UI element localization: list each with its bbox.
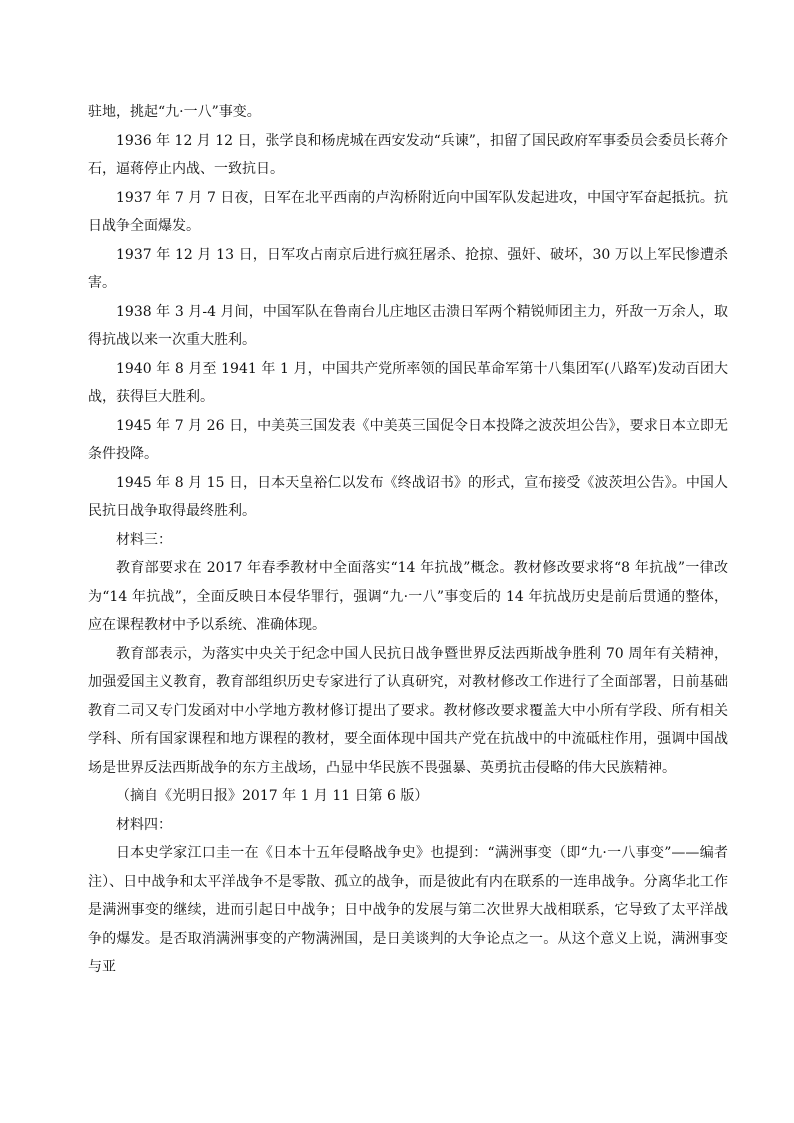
- paragraph-lugou-bridge: 1937 年 7 月 7 日夜，日军在北平西南的卢沟桥附近向中国军队发起进攻，中国守军奋起抵抗。抗日战争全面爆发。: [88, 189, 728, 234]
- paragraph-material-3-a: 教育部要求在 2017 年春季教材中全面落实“14 年抗战”概念。教材修改要求将“8 年抗战”一律改为“14 年抗战”，全面反映日本侵华罪行，强调“九·一八”事变后的 14 年抗战历史是前后贯通的整体，应在课程教材中予以系统、准确体现。: [88, 560, 728, 633]
- paragraph-taierzhuang: 1938 年 3 月-4 月间，中国军队在鲁南台儿庄地区击溃日军两个精锐师团主力，歼敌一万余人，取得抗战以来一次重大胜利。: [88, 303, 728, 348]
- source-citation: （摘自《光明日报》2017 年 1 月 11 日第 6 版）: [116, 788, 429, 804]
- paragraph-xian-incident: 1936 年 12 月 12 日，张学良和杨虎城在西安发动“兵谏”，扣留了国民政府军事委员会委员长蒋介石，逼蒋停止内战、一致抗日。: [88, 132, 728, 177]
- paragraph-potsdam: 1945 年 7 月 26 日，中美英三国发表《中美英三国促令日本投降之波茨坦公告》，要求日本立即无条件投降。: [88, 417, 728, 462]
- paragraph-material-3-b: 教育部表示，为落实中央关于纪念中国人民抗日战争暨世界反法西斯战争胜利 70 周年有关精神，加强爱国主义教育，教育部组织历史专家进行了认真研究，对教材修改工作进行了全面部署，日前基础教育二司又专门发函对中小学地方教材修订提出了要求。教材修改要求覆盖大中小所有学段、所有相关学科、所有国家课程和地方课程的教材，要全面体现中国共产党在抗战中的中流砥柱作用，强调中国战场是世界反法西斯战争的东方主战场，凸显中华民族不畏强暴、英勇抗击侵略的伟大民族精神。: [88, 645, 728, 776]
- paragraph-material-4: 日本史学家江口圭一在《日本十五年侵略战争史》也提到：“满洲事变（即“九·一八事变”——编者注）、日中战争和太平洋战争不是零散、孤立的战争，而是彼此有内在联系的一连串战争。分离华北工作是满洲事变的继续，进而引起日中战争；日中战争的发展与第二次世界大战相联系，它导致了太平洋战争的爆发。是否取消满洲事变的产物满洲国，是日美谈判的大争论点之一。从这个意义上说，满洲事变与亚: [88, 845, 728, 975]
- paragraph-nanjing: 1937 年 12 月 13 日，日军攻占南京后进行疯狂屠杀、抢掠、强奸、破坏，30 万以上军民惨遭杀害。: [88, 246, 728, 291]
- paragraph-surrender: 1945 年 8 月 15 日，日本天皇裕仁以发布《终战诏书》的形式，宣布接受《波茨坦公告》。中国人民抗日战争取得最终胜利。: [88, 474, 728, 519]
- section-heading-material-3: 材料三：: [116, 531, 172, 548]
- section-heading-material-4: 材料四：: [116, 816, 172, 833]
- document-body: [88, 98, 728, 982]
- paragraph-hundred-regiments: 1940 年 8 月至 1941 年 1 月，中国共产党所率领的国民革命军第十八集团军(八路军)发动百团大战，获得巨大胜利。: [88, 360, 728, 405]
- paragraph-continuation: 驻地，挑起“九·一八”事变。: [88, 104, 261, 120]
